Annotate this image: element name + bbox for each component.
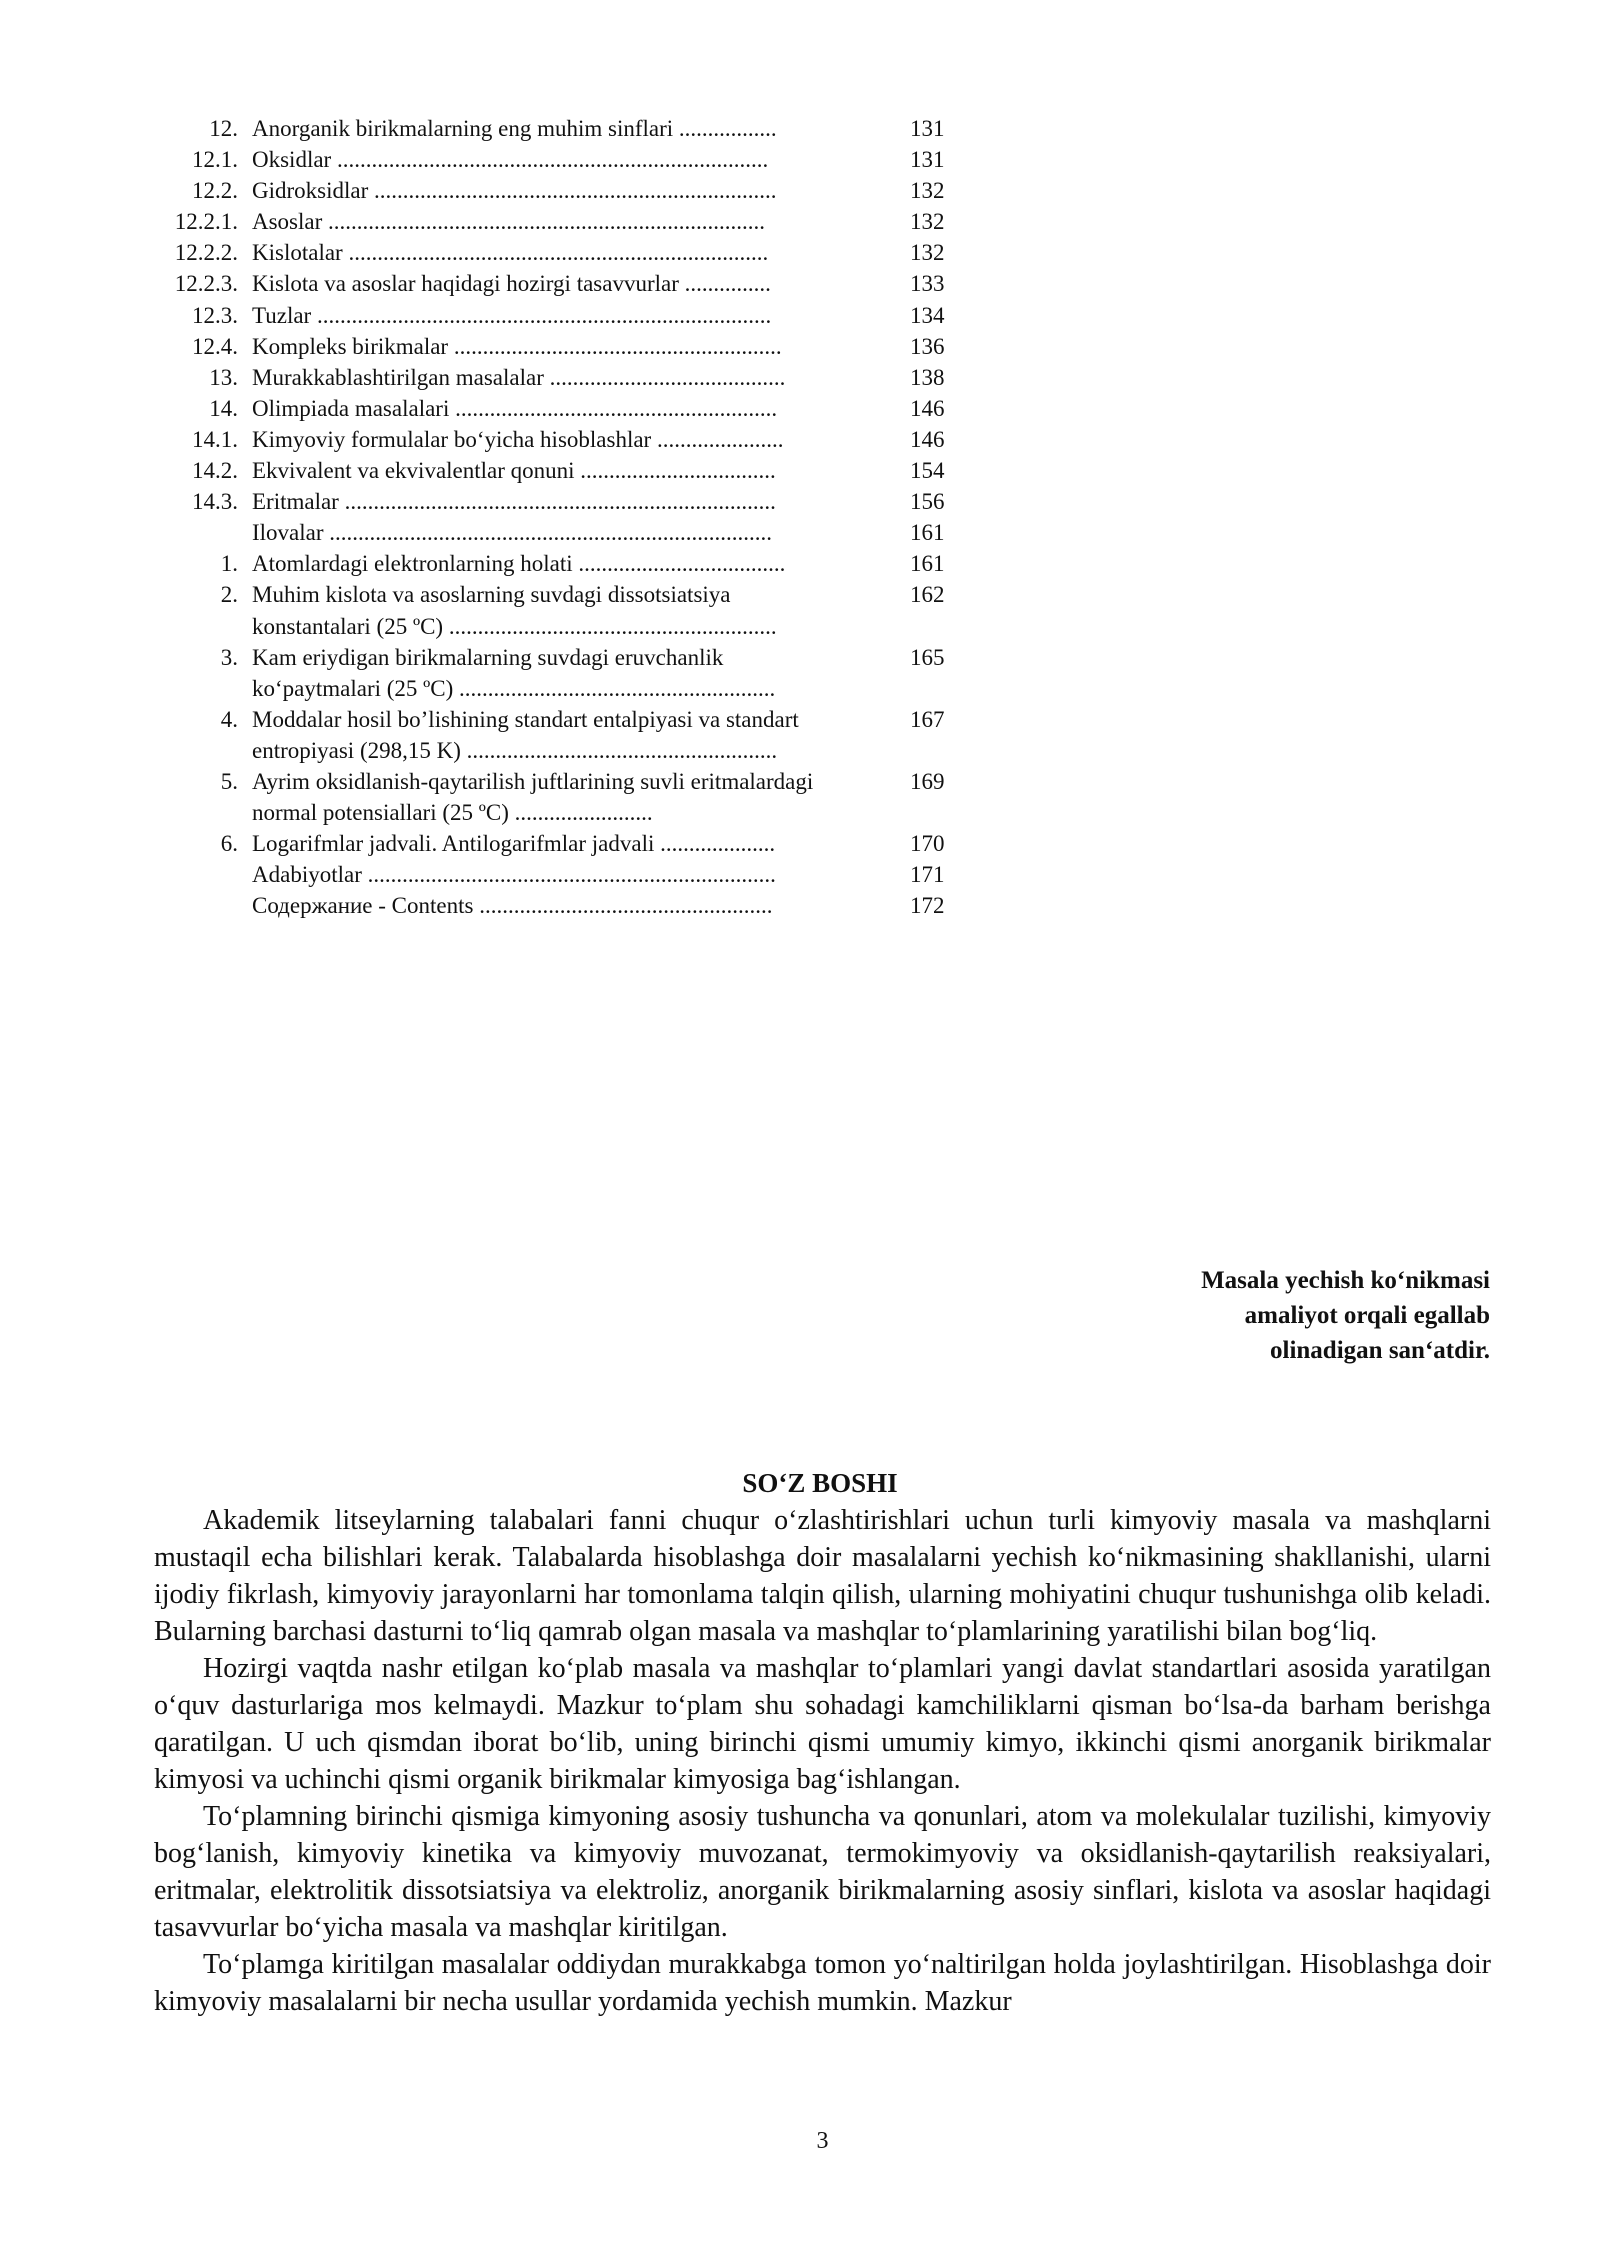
- toc-entry-title-line: ko‘paytmalari (25 ºC) .......................................................: [252, 675, 776, 701]
- paragraph: Hozirgi vaqtda nashr etilgan ko‘plab masala va mashqlar to‘plamlari yangi davlat standartlari asosida yaratilgan o‘quv dasturlariga mos kelmaydi. Mazkur to‘plam shu sohadagi kamchiliklarni qisman bo‘lsa-da barham berishga qaratilgan. U uch qismdan iborat bo‘lib, uning birinchi qismi umumiy kimyo, ikkinchi qismi anorganik birikmalar kimyosi va uchinchi qismi organik birikmalar kimyosiga bag‘ishlangan.: [154, 1653, 1491, 1795]
- page-number: 3: [816, 2128, 829, 2154]
- toc-entry-number: 12.: [209, 116, 238, 141]
- toc-entry-page: 134: [910, 302, 945, 328]
- toc-entry-title-line: Anorganik birikmalarning eng muhim sinflari .................: [252, 116, 777, 141]
- toc-entry-number: 14.1.: [192, 426, 238, 452]
- toc-entry-number: 2.: [220, 582, 238, 608]
- toc-entry-title: [252, 331, 910, 362]
- toc-entry-title: [252, 828, 910, 859]
- toc-entry-number: 14.: [209, 395, 238, 421]
- toc-entry-title: [252, 455, 910, 486]
- epigraph-line-1: Masala yechish ko‘nikmasi: [1201, 1267, 1490, 1294]
- toc-entry-title-line: Logarifmlar jadvali. Antilogarifmlar jadvali ....................: [252, 831, 776, 857]
- toc-entry: [150, 704, 1050, 766]
- toc-entry-page: 132: [910, 209, 945, 235]
- toc-entry-page: 131: [910, 116, 945, 141]
- toc-entry-title-line: Kislotalar .........................................................................: [252, 240, 769, 266]
- toc-entry-title-line: Atomlardagi elektronlarning holati ....................................: [252, 551, 786, 577]
- toc-entry-number: 12.2.: [192, 178, 238, 204]
- toc-entry-title: [252, 890, 910, 921]
- toc-entry: [150, 828, 1050, 859]
- toc-entry-page: 171: [910, 862, 945, 888]
- toc-entry-title: [252, 859, 910, 890]
- toc-entry-title: [252, 704, 910, 766]
- toc-entry-title: [252, 642, 910, 704]
- toc-entry-page: 133: [910, 271, 945, 297]
- toc-entry-title-line: Ekvivalent va ekvivalentlar qonuni ..................................: [252, 458, 776, 484]
- toc-entry: [150, 362, 1050, 393]
- toc-entry-page: 170: [910, 831, 945, 857]
- toc-entry-page: 132: [910, 240, 945, 266]
- toc-entry: [150, 393, 1050, 424]
- toc-entry: [150, 486, 1050, 517]
- toc-entry: [150, 237, 1050, 268]
- toc-entry-number: 12.2.2.: [174, 240, 238, 266]
- toc-entry: [150, 455, 1050, 486]
- toc-entry-page: 172: [910, 893, 945, 919]
- toc-entry: [150, 113, 1050, 144]
- toc-entry-title-line: Moddalar hosil bo’lishining standart entalpiyasi va standart: [252, 706, 799, 732]
- toc-entry-title-line: Kam eriydigan birikmalarning suvdagi eruvchanlik: [252, 644, 724, 670]
- toc-entry-title: [252, 579, 910, 641]
- toc-entry-title: [252, 300, 910, 331]
- paragraph: To‘plamga kiritilgan masalalar oddiydan murakkabga tomon yo‘naltirilgan holda joylashtirilgan. Hisoblashga doir kimyoviy masalalarni bir necha usullar yordamida yechish mumkin. Mazkur: [154, 1949, 1491, 2017]
- toc-entry-title: [252, 175, 910, 206]
- toc-entry-number: 12.4.: [192, 333, 238, 359]
- toc-entry-number: 12.2.1.: [174, 209, 238, 235]
- toc-entry-number: 5.: [220, 768, 238, 794]
- toc-entry-title-line: Содержание - Contents ...................................................: [252, 893, 773, 919]
- toc-entry: [150, 268, 1050, 299]
- toc-entry-title-line: Kislota va asoslar haqidagi hozirgi tasavvurlar ...............: [252, 271, 771, 297]
- epigraph-line-3: olinadigan san‘atdir.: [1270, 1337, 1490, 1364]
- toc-entry-title: [252, 237, 910, 268]
- epigraph: [890, 1263, 1490, 1368]
- body-text: [154, 1502, 1491, 2020]
- toc-entry: [150, 517, 1050, 548]
- toc-entry-number: 12.2.3.: [174, 271, 238, 297]
- toc-entry: [150, 300, 1050, 331]
- toc-entry: [150, 548, 1050, 579]
- toc-entry-title: [252, 206, 910, 237]
- toc-entry: [150, 144, 1050, 175]
- toc-entry-title-line: Oksidlar ...........................................................................: [252, 147, 769, 173]
- toc-entry-title-line: Kompleks birikmalar .........................................................: [252, 333, 782, 359]
- toc-entry: [150, 890, 1050, 921]
- toc-entry-title-line: Ayrim oksidlanish-qaytarilish juftlarining suvli eritmalardagi: [252, 768, 814, 794]
- toc-entry-title: [252, 144, 910, 175]
- toc-entry: [150, 642, 1050, 704]
- toc-entry-number: 13.: [209, 364, 238, 390]
- section-title: SO‘Z BOSHI: [742, 1468, 898, 1498]
- toc-entry: [150, 206, 1050, 237]
- toc-entry-title-line: Gidroksidlar ......................................................................: [252, 178, 777, 204]
- toc-entry-page: 146: [910, 395, 945, 421]
- toc-entry-page: 131: [910, 147, 945, 173]
- toc-entry-title-line: Ilovalar .............................................................................: [252, 520, 773, 546]
- toc-entry-title-line: konstantalari (25 ºC) .........................................................: [252, 613, 777, 639]
- toc-entry: [150, 175, 1050, 206]
- toc-entry-page: 132: [910, 178, 945, 204]
- toc-entry-title-line: Kimyoviy formulalar bo‘yicha hisoblashlar ......................: [252, 426, 784, 452]
- toc-entry-page: 138: [910, 364, 945, 390]
- toc-entry-page: 167: [910, 706, 945, 732]
- toc-entry-title: [252, 268, 910, 299]
- toc-entry-title-line: Tuzlar ...............................................................................: [252, 302, 772, 328]
- toc-entry-page: 154: [910, 458, 945, 484]
- toc-entry-title: [252, 548, 910, 579]
- toc-entry-title-line: Olimpiada masalalari ........................................................: [252, 395, 778, 421]
- toc-entry-page: 162: [910, 582, 945, 608]
- toc-entry-title-line: Adabiyotlar .......................................................................: [252, 862, 776, 888]
- toc-entry-page: 146: [910, 426, 945, 452]
- toc-entry-title-line: Asoslar ............................................................................: [252, 209, 766, 235]
- toc-entry-page: 161: [910, 551, 945, 577]
- toc-entry-title: [252, 517, 910, 548]
- toc-entry: [150, 579, 1050, 641]
- toc-entry-page: 161: [910, 520, 945, 546]
- toc-entry-number: 3.: [220, 644, 238, 670]
- toc-entry-page: 156: [910, 489, 945, 515]
- toc-entry-title-line: Muhim kislota va asoslarning suvdagi dissotsiatsiya: [252, 582, 731, 608]
- toc-entry-title-line: Murakkablashtirilgan masalalar .........................................: [252, 364, 786, 390]
- toc-entry-title: [252, 362, 910, 393]
- toc-entry-title: [252, 393, 910, 424]
- toc-entry-number: 14.3.: [192, 489, 238, 515]
- table-of-contents: [150, 113, 1050, 921]
- toc-entry-title: [252, 424, 910, 455]
- toc-entry-number: 14.2.: [192, 458, 238, 484]
- toc-entry: [150, 331, 1050, 362]
- toc-entry: [150, 766, 1050, 828]
- toc-entry-number: 6.: [220, 831, 238, 857]
- toc-entry-number: 4.: [220, 706, 238, 732]
- paragraph: Akademik litseylarning talabalari fanni chuqur o‘zlashtirishlari uchun turli kimyoviy masala va mashqlarni mustaqil echa bilishlari kerak. Talabalarda hisoblashga doir masalalarni yechish ko‘nikmasining shakllanishi, ularni ijodiy fikrlash, kimyoviy jarayonlarni har tomonlama talqin qilish, ularning mohiyatini chuqur tushunishga olib keladi. Bularning barchasi dasturni to‘liq qamrab olgan masala va mashqlar to‘plamlarining yaratilishi bilan bog‘liq.: [154, 1505, 1491, 1647]
- toc-entry-title: [252, 766, 910, 828]
- toc-entry-title-line: Eritmalar ...........................................................................: [252, 489, 776, 515]
- toc-entry-number: 12.3.: [192, 302, 238, 328]
- toc-entry-page: 169: [910, 768, 945, 794]
- toc-entry-page: 165: [910, 644, 945, 670]
- toc-entry-title: [252, 113, 910, 144]
- toc-entry: [150, 424, 1050, 455]
- toc-entry-page: 136: [910, 333, 945, 359]
- toc-entry-number: 12.1.: [192, 147, 238, 173]
- toc-entry-title: [252, 486, 910, 517]
- epigraph-line-2: amaliyot orqali egallab: [1244, 1302, 1490, 1329]
- paragraph: To‘plamning birinchi qismiga kimyoning asosiy tushuncha va qonunlari, atom va molekulalar tuzilishi, kimyoviy bog‘lanish, kimyoviy kinetika va kimyoviy muvozanat, termokimyoviy va oksidlanish-qaytarilish reaksiyalari, eritmalar, elektrolitik dissotsiatsiya va elektroliz, anorganik birikmalarning asosiy sinflari, kislota va asoslar haqidagi tasavvurlar bo‘yicha masala va mashqlar kiritilgan.: [154, 1801, 1491, 1943]
- toc-entry-title-line: normal potensiallari (25 ºC) ........................: [252, 800, 653, 826]
- toc-entry-title-line: entropiyasi (298,15 K) ......................................................: [252, 737, 778, 763]
- toc-entry-number: 1.: [220, 551, 238, 577]
- toc-entry: [150, 859, 1050, 890]
